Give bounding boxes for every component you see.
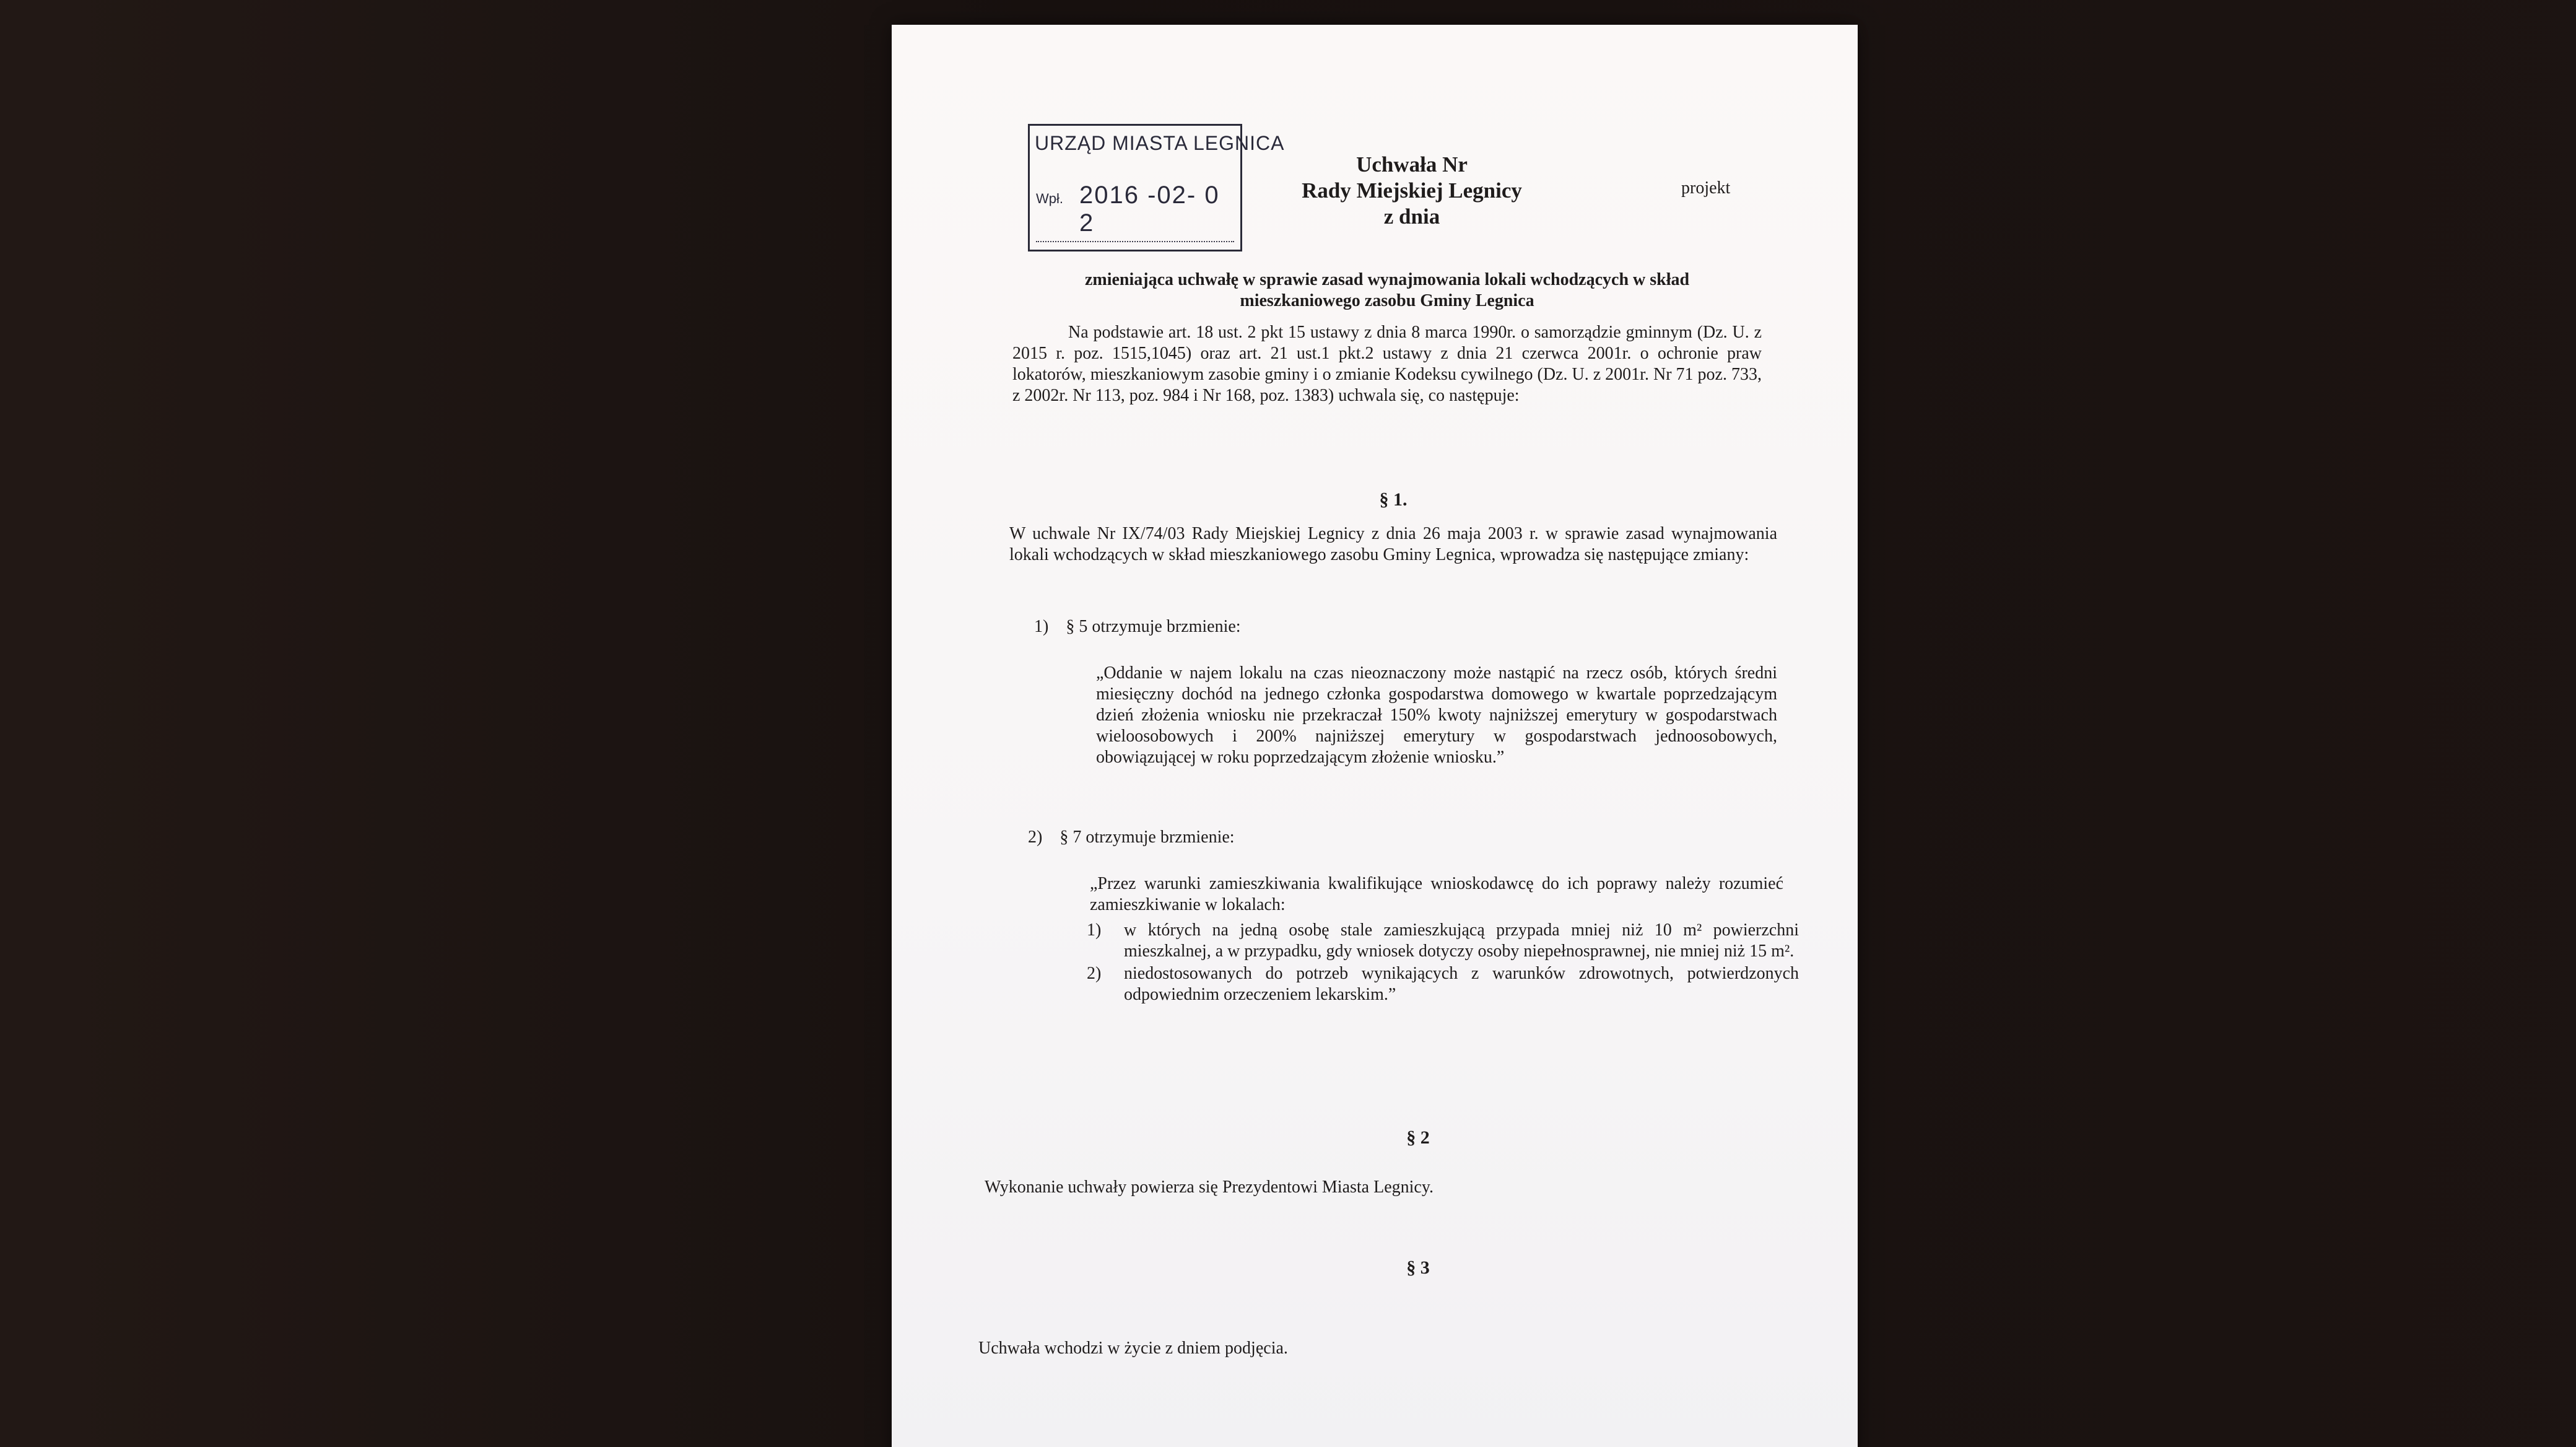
- sub-item-2-text: niedostosowanych do potrzeb wynikających z warunków zdrowotnych, potwierdzonych odpowiednim orzeczeniem lekarskim.”: [1124, 964, 1799, 1004]
- list-item: [1087, 920, 1799, 962]
- amendment-2-sublist: [1087, 920, 1799, 1007]
- section-2-text: Wykonanie uchwały powierza się Prezydentowi Miasta Legnicy.: [985, 1178, 1434, 1197]
- sub-item-1-text: w których na jedną osobę stale zamieszkującą przypada mniej niż 10 m² powierzchni mieszkalnej, a w przypadku, gdy wniosek dotyczy osoby niepełnosprawnej, nie mniej niż 15 m².: [1124, 920, 1799, 961]
- resolution-header: [1276, 152, 1548, 230]
- sub-item-1-number: 1): [1087, 920, 1102, 940]
- subtitle-line-2: mieszkaniowego zasobu Gminy Legnica: [1240, 291, 1534, 310]
- header-line-1: Uchwała Nr: [1356, 152, 1468, 177]
- amendment-2-text: „Przez warunki zamieszkiwania kwalifikujące wnioskodawcę do ich poprawy należy rozumieć zamieszkiwanie w lokalach:: [1090, 874, 1783, 914]
- amendment-1-text: „Oddanie w najem lokalu na czas nieoznaczony może nastąpić na rzecz osób, których średni miesięczny dochód na jednego członka gospodarstwa domowego w kwartale poprzedzającym dzień złożenia wniosku nie przekraczał 150% kwoty najniższej emerytury w gospodarstwach wieloosobowych i 200% najniższej emerytury w gospodarstwach jednoosobowych, obowiązującej w roku poprzedzającym złożenie wniosku.”: [1096, 663, 1777, 767]
- section-1-heading: § 1.: [1379, 489, 1408, 510]
- section-3-heading: § 3: [1406, 1257, 1430, 1278]
- amendment-1-label: 1) § 5 otrzymuje brzmienie:: [1034, 617, 1241, 636]
- stamp-line: [1036, 231, 1234, 242]
- section-2-heading: § 2: [1406, 1127, 1430, 1148]
- stamp-date: 2016 -02- 0 2: [1079, 181, 1220, 237]
- section-1-text: W uchwale Nr IX/74/03 Rady Miejskiej Legnicy z dnia 26 maja 2003 r. w sprawie zasad wynajmowania lokali wchodzących w skład mieszkaniowego zasobu Gminy Legnica, wprowadza się następujące zmiany:: [1009, 524, 1777, 564]
- office-stamp: [1028, 124, 1285, 251]
- stamp-row: [1036, 181, 1240, 237]
- stamp-label: Wpł.: [1036, 191, 1063, 206]
- draft-label: projekt: [1681, 178, 1731, 198]
- header-line-2: Rady Miejskiej Legnicy: [1302, 178, 1522, 203]
- document-page: [892, 25, 1858, 1447]
- sub-item-2-number: 2): [1087, 964, 1102, 983]
- stamp-title: URZĄD MIASTA LEGNICA: [1035, 132, 1285, 154]
- section-3-text: Uchwała wchodzi w życie z dniem podjęcia.: [978, 1339, 1288, 1358]
- list-item: [1087, 963, 1799, 1005]
- header-line-3: z dnia: [1383, 204, 1440, 229]
- amendment-2-label: 2) § 7 otrzymuje brzmienie:: [1028, 828, 1235, 847]
- resolution-subtitle: [1040, 269, 1734, 312]
- subtitle-line-1: zmieniająca uchwałę w sprawie zasad wynajmowania lokali wchodzących w skład: [1084, 270, 1690, 289]
- legal-basis-paragraph: Na podstawie art. 18 ust. 2 pkt 15 ustawy z dnia 8 marca 1990r. o samorządzie gminnym (Dz. U. z 2015 r. poz. 1515,1045) oraz art. 21 ust.1 pkt.2 ustawy z dnia 21 czerwca 2001r. o ochronie praw lokatorów, mieszkaniowym zasobie gminy i o zmianie Kodeksu cywilnego (Dz. U. z 2001r. Nr 71 poz. 733, z 2002r. Nr 113, poz. 984 i Nr 168, poz. 1383) uchwala się, co następuje:: [1012, 323, 1762, 405]
